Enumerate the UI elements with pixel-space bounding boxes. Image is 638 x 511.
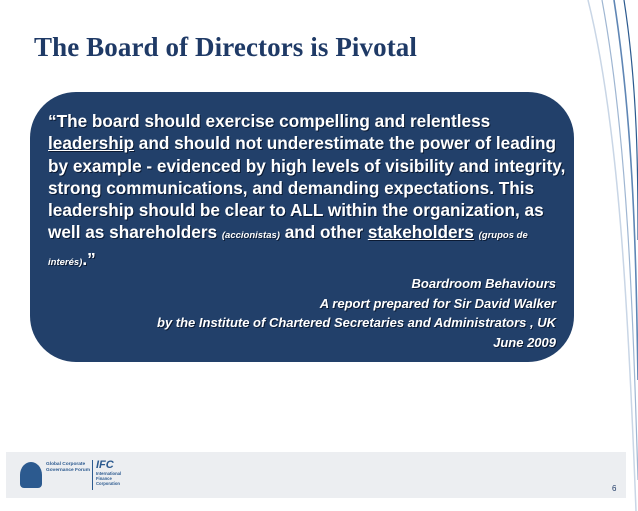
quote-note-grupos: (grupos de interés)	[48, 230, 528, 268]
ifc-logo: IFC	[96, 459, 114, 471]
quote-keyword-stakeholders: stakeholders	[367, 222, 474, 243]
quote-text	[48, 110, 568, 274]
quote-segment: “The board should exercise compelling and relentless	[48, 111, 491, 131]
attribution	[40, 274, 556, 352]
slide-title: The Board of Directors is Pivotal	[34, 32, 418, 62]
gcgf-logo-icon	[20, 462, 42, 488]
page-number: 6	[612, 484, 617, 493]
attribution-publisher: by the Institute of Chartered Secretaries and Administrators , UK	[157, 315, 556, 330]
quote-closing: .”	[82, 248, 96, 269]
attribution-subtitle: A report prepared for Sir David Walker	[319, 295, 556, 311]
quote-segment: and should not underestimate the power of leading by example - evidenced by high levels of visibility and integrity, strong communications, and demanding expectations. This leadership should be clear to ALL within the organization, as well as shareholders	[48, 133, 566, 243]
ifc-logo-subtext: International Finance Corporation	[96, 471, 122, 486]
quote-keyword-leadership: leadership	[48, 133, 134, 154]
quote-note-accionistas: (accionistas)	[221, 230, 280, 242]
quote-segment: and other	[279, 222, 368, 243]
footer-logos	[20, 458, 130, 492]
logo-divider	[92, 460, 93, 490]
attribution-title: Boardroom Behaviours	[411, 276, 556, 291]
gcgf-logo-text: Global Corporate Governance Forum	[46, 462, 90, 473]
attribution-date: June 2009	[493, 334, 556, 350]
